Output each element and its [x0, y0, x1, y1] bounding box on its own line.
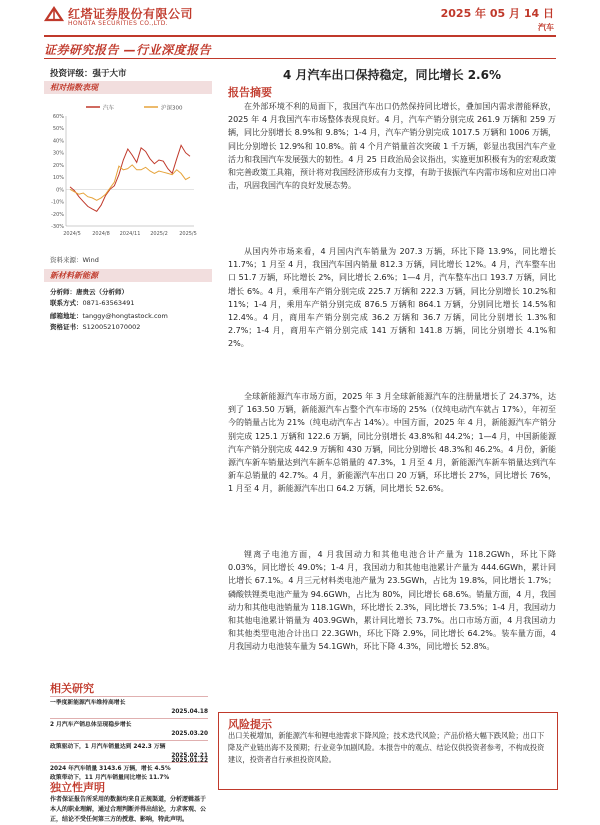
y-tick-label: 20%: [52, 162, 64, 169]
analyst-cert: 资格证书：S1200521070002: [50, 323, 141, 331]
relative-index-chart: [44, 100, 212, 250]
new-energy-section-title: 新材料新能源: [50, 271, 98, 280]
paragraph-market: 在外部环境不利的局面下，我国汽车出口仍然保持同比增长，叠加国内需求潜能释放，2025 年 4 月我国汽车市场整体表现良好。4 月，汽车产销分别完成 261.9 万辆和 259 万辆，同比分别增长 8.9%和 9.8%；1-4 月，汽车产销分别完成 1017.5 万辆和 1006 万辆，同比分别增长 12.9%和 10.8%。前 4 个月产销量首次突破 1 千万辆，彰显出我国汽车产业活力和我国汽车发展强大的韧性。4 月 25 日政治局会议指出，实施更加积极有为的宏观政策和完善政策工具箱，预计将对我国经济形成有力支撑，有助于拔振汽车内需市场和应对出口冲击，巩固我国汽车的良好发展态势。: [228, 102, 556, 191]
legend-label: 沪深300: [161, 105, 183, 112]
y-tick-label: 50%: [52, 126, 64, 133]
related-item[interactable]: 一季度新能源汽车维持高增长 2025.04.18: [50, 700, 208, 715]
analyst-email[interactable]: 邮箱地址：tanggy@hongtastock.com: [50, 312, 168, 320]
series-line: [70, 165, 190, 200]
series-line: [70, 145, 190, 211]
y-tick-label: 0%: [56, 187, 64, 194]
investment-rating: 投资评级：强于大市: [50, 69, 127, 79]
y-tick-label: 30%: [52, 150, 64, 157]
related-item-date: 2025.01.22: [171, 758, 208, 764]
risk-title: 风险提示: [228, 718, 272, 731]
y-tick-label: -10%: [51, 199, 64, 206]
analyst-phone: 联系方式：0871-63563491: [50, 299, 135, 307]
disclaimer-text: 作者保证报告所采用的数据均来自正规渠道，分析逻辑基于本人的职业理解，通过合理判断并得出结论，力求客观、公正，结论不受任何第三方的授意、影响，特此声明。: [50, 796, 207, 823]
related-divider: [50, 740, 208, 741]
y-tick-label: 40%: [52, 138, 64, 145]
x-tick-label: 2025/5: [179, 231, 197, 237]
paragraph-battery: 锂离子电池方面，4 月我国动力和其他电池合计产量为 118.2GWh，环比下降 0.03%，同比增长 49.0%；1-4 月，我国动力和其他电池累计产量为 444.6GWh，累计同比增长 67.1%。4 月三元材料类电池产量为 23.5GWh，占比为 19.8%，同比增长 1.7%；磷酸铁锂类电池产量为 94.6GWh，占比为 80%，同比增长 68.6%。销量方面，4 月，我国动力和其他电池销量为 118.1GWh，环比增长 2.3%，同比增长 73.5%；1-4 月，我国动力和其他电池累计销量为 403.9GWh，累计同比增长 73.7%。出口市场方面，4 月我国动力和其他类型电池合计出口 22.3GWh，环比下降 2.9%，同比增长 64.2%。装车量方面，4 月我国动力电池装车量为 54.1GWh，环比下降 4.3%，同比增长 52.8%。: [228, 550, 556, 652]
x-tick-label: 2025/2: [150, 231, 168, 237]
related-divider: [50, 718, 208, 719]
y-tick-label: 60%: [52, 114, 64, 120]
risk-text: 出口关税增加，新能源汽车和锂电池需求下降风险；技术迭代风险；产品价格大幅下跌风险；出口下降及产业链出海不及预期；行业竞争加剧风险。本报告中的观点、结论仅供投资者参考，不构成投资建议，投资者自行承担投资风险。: [228, 731, 545, 764]
legend-label: 汽车: [103, 105, 115, 112]
sidebar: [44, 60, 212, 823]
paragraph-domestic: 从国内外市场来看，4 月国内汽车销量为 207.3 万辆，环比下降 13.9%，同比增长 11.7%；1 月至 4 月，我国汽车国内销量 812.3 万辆，同比增长 12%。4 月，汽车整车出口 51.7 万辆，环比增长 2%，同比增长 2.6%；1—4 月，汽车整车出口 193.7 万辆，同比增长 6%。4 月，乘用车产销分别完成 225.7 万辆和 222.3 万辆，同比分别增长 10.2%和 11%；1-4 月，乘用车产销分别完成 876.5 万辆和 864.1 万辆，分别同比增长 14.5%和 12.4%。4 月，商用车产销分别完成 36.2 万辆和 36.7 万辆，同比分别增长 1.3%和 2.7%；1-4 月，商用车产销分别完成 141 万辆和 141.8 万辆，同比分别增长 4.1%和 2%。: [228, 247, 556, 349]
related-divider: [50, 696, 208, 697]
x-tick-label: 2024/8: [92, 231, 110, 237]
industry-label: 汽车: [538, 23, 554, 32]
related-research-title: 相关研究: [50, 682, 94, 695]
y-tick-label: 10%: [52, 175, 64, 182]
related-item[interactable]: 2 月汽车产销总体呈现稳步增长 2025.03.20: [50, 722, 208, 737]
disclaimer-title: 独立性声明: [50, 781, 105, 794]
related-item[interactable]: 2024 年汽车销量 3143.6 万辆，增长 4.5%: [50, 766, 171, 772]
new-energy-section-bar: [44, 269, 212, 282]
summary-heading: 报告摘要: [228, 86, 272, 99]
y-tick-label: -30%: [51, 224, 64, 230]
related-item[interactable]: 政策驱动下，1 月汽车销量达到 242.3 万辆 2025.02.21: [50, 744, 208, 759]
brand-name: 红塔证券股份有限公司: [68, 7, 194, 21]
index-section-bar: [44, 81, 212, 94]
report-date: 2025 年 05 月 14 日: [440, 7, 554, 20]
report-title: 4 月汽车出口保持稳定，同比增长 2.6%: [283, 68, 501, 82]
chart-source: 资料来源：Wind: [50, 256, 99, 264]
x-tick-label: 2024/11: [119, 231, 141, 237]
analyst-name: 分析师：唐贵云（分析师）: [50, 288, 128, 296]
related-item[interactable]: 政策带动下，11 月汽车销量同比增长 11.7%: [50, 775, 170, 781]
x-tick-label: 2024/5: [63, 231, 81, 237]
header-divider: [44, 35, 556, 37]
report-type: 证券研究报告 —行业深度报告: [44, 43, 212, 57]
paragraph-nev: 全球新能源汽车市场方面，2025 年 3 月全球新能源汽车的注册量增长了 24.37%，达到了 163.50 万辆，新能源汽车占整个汽车市场的 25%（仅纯电动汽车就占 17%），年初至今的销量占比为 21%（纯电动汽车占 14%）。中国方面，2025 年 4 月，新能源汽车产销分别完成 125.1 万辆和 122.6 万辆，同比分别增长 43.8%和 44.2%；1—4 月，中国新能源汽车产销分别完成 442.9 万辆和 430 万辆，同比分别增长 48.3%和 46.2%。4 月份，新能源汽车新车销量达到汽车新车总销量的 47.3%，1 月至 4 月，新能源汽车新车销量达到汽车新车总销量的 42.7%。4 月，新能源汽车出口 20 万辆，环比增长 27%，同比增长 76%，1 月至 4 月，新能源汽车出口 64.2 万辆，同比增长 52.6%。: [228, 392, 556, 494]
index-section-title: 相对指数表现: [50, 83, 98, 92]
brand-name-en: HONGTA SECURITIES CO.,LTD.: [68, 20, 169, 27]
y-tick-label: -20%: [51, 211, 64, 218]
company-logo-icon: [44, 6, 64, 22]
risk-box: [218, 712, 558, 790]
section-divider: [44, 58, 556, 59]
